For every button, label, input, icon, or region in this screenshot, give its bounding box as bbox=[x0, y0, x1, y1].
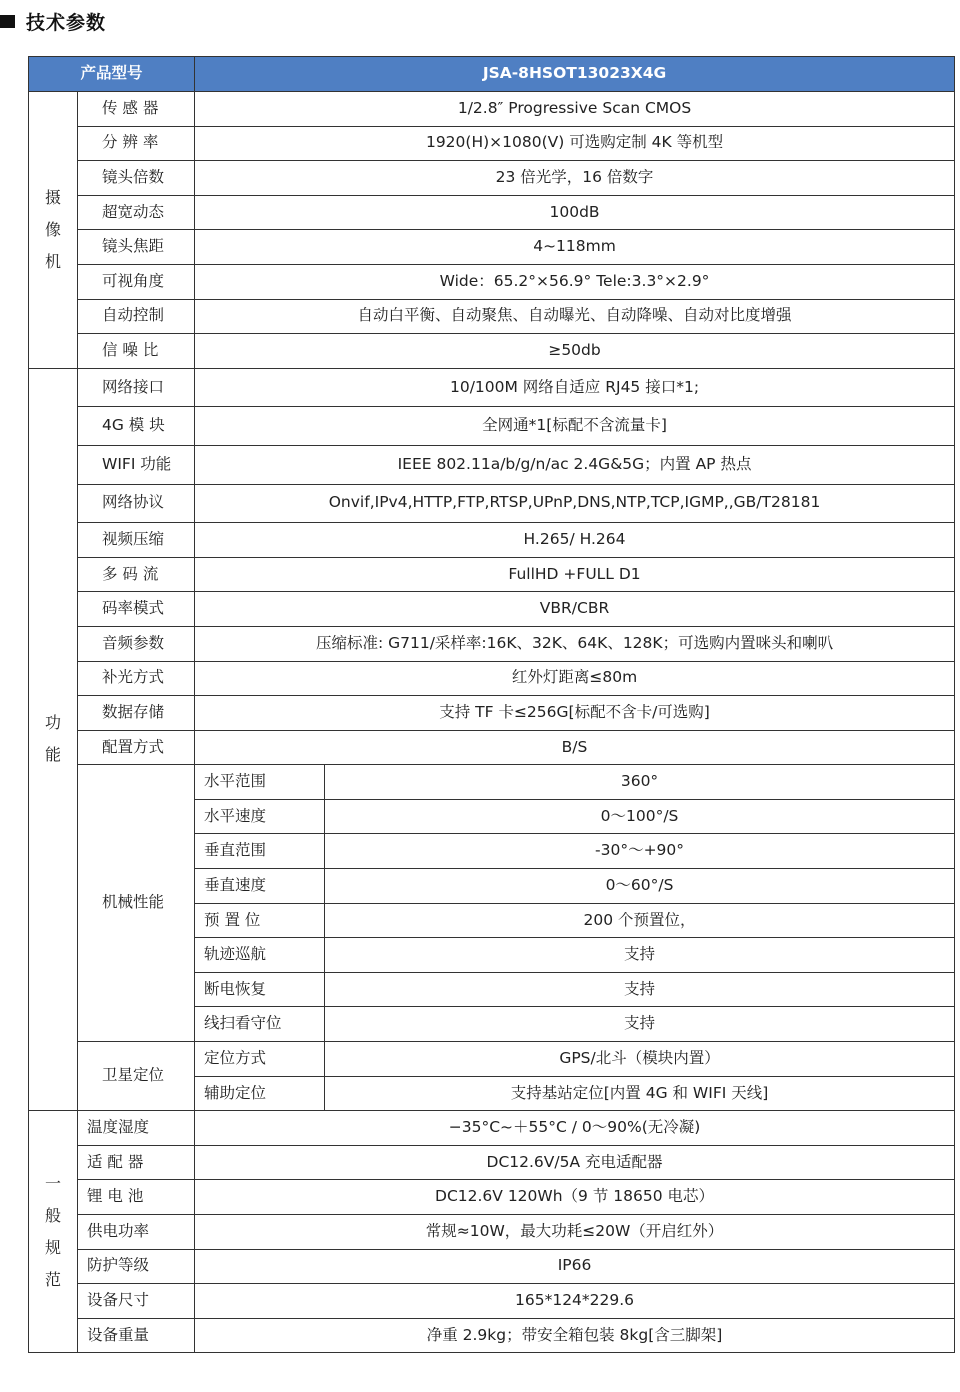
row-value: 支持 bbox=[325, 1007, 955, 1042]
table-row bbox=[29, 1284, 955, 1319]
row-label: 锂 电 池 bbox=[78, 1180, 195, 1215]
row-label: 网络接口 bbox=[78, 368, 195, 407]
table-row bbox=[29, 1111, 955, 1146]
row-value: 压缩标准: G711/采样率:16K、32K、64K、128K；可选购内置咪头和喇叭 bbox=[195, 626, 955, 661]
table-row bbox=[29, 1249, 955, 1284]
row-label: 音频参数 bbox=[78, 626, 195, 661]
subgroup-satellite: 卫星定位 bbox=[78, 1042, 195, 1111]
row-label: 防护等级 bbox=[78, 1249, 195, 1284]
group-function: 功 能 bbox=[29, 368, 78, 1110]
row-label: 视频压缩 bbox=[78, 523, 195, 558]
table-row bbox=[29, 126, 955, 161]
group-general: 一 般 规 范 bbox=[29, 1111, 78, 1353]
row-label: 设备尺寸 bbox=[78, 1284, 195, 1319]
row-value: 200 个预置位， bbox=[325, 903, 955, 938]
row-label: 码率模式 bbox=[78, 592, 195, 627]
row-label: 数据存储 bbox=[78, 696, 195, 731]
table-row bbox=[29, 92, 955, 127]
table-row bbox=[29, 696, 955, 731]
table-row bbox=[29, 523, 955, 558]
row-label: 传 感 器 bbox=[78, 92, 195, 127]
table-row bbox=[29, 765, 955, 800]
row-value: 全网通*1[标配不含流量卡] bbox=[195, 407, 955, 446]
row-label: 配置方式 bbox=[78, 730, 195, 765]
subgroup-mechanical: 机械性能 bbox=[78, 765, 195, 1042]
table-row bbox=[29, 445, 955, 484]
row-label: 垂直范围 bbox=[195, 834, 325, 869]
row-value: IP66 bbox=[195, 1249, 955, 1284]
table-row bbox=[29, 592, 955, 627]
group-camera: 摄 像 机 bbox=[29, 92, 78, 369]
row-value: Wide：65.2°×56.9° Tele:3.3°×2.9° bbox=[195, 264, 955, 299]
row-value: 净重 2.9kg；带安全箱包装 8kg[含三脚架] bbox=[195, 1318, 955, 1353]
row-value: 23 倍光学，16 倍数字 bbox=[195, 161, 955, 196]
row-label: 线扫看守位 bbox=[195, 1007, 325, 1042]
row-value: 1920(H)×1080(V) 可选购定制 4K 等机型 bbox=[195, 126, 955, 161]
row-label: 辅助定位 bbox=[195, 1076, 325, 1111]
row-value: 0～60°/S bbox=[325, 869, 955, 904]
table-row bbox=[29, 1318, 955, 1353]
row-label: 预 置 位 bbox=[195, 903, 325, 938]
table-row bbox=[29, 264, 955, 299]
row-value: 常规≈10W，最大功耗≤20W（开启红外） bbox=[195, 1215, 955, 1250]
table-row bbox=[29, 368, 955, 407]
row-label: 温度湿度 bbox=[78, 1111, 195, 1146]
row-label: 信 噪 比 bbox=[78, 334, 195, 369]
row-label: 定位方式 bbox=[195, 1042, 325, 1077]
table-row bbox=[29, 1215, 955, 1250]
table-row bbox=[29, 1180, 955, 1215]
row-value: 支持 bbox=[325, 972, 955, 1007]
row-label: 断电恢复 bbox=[195, 972, 325, 1007]
spec-table bbox=[28, 56, 955, 1353]
table-row bbox=[29, 661, 955, 696]
row-value: DC12.6V 120Wh（9 节 18650 电芯） bbox=[195, 1180, 955, 1215]
table-row bbox=[29, 407, 955, 446]
table-row bbox=[29, 299, 955, 334]
table-row bbox=[29, 557, 955, 592]
row-label: 网络协议 bbox=[78, 484, 195, 523]
row-value: -30°～+90° bbox=[325, 834, 955, 869]
row-label: 供电功率 bbox=[78, 1215, 195, 1250]
row-value: VBR/CBR bbox=[195, 592, 955, 627]
row-label: 水平速度 bbox=[195, 799, 325, 834]
row-value: GPS/北斗（模块内置） bbox=[325, 1042, 955, 1077]
row-label: 可视角度 bbox=[78, 264, 195, 299]
row-value: 165*124*229.6 bbox=[195, 1284, 955, 1319]
row-label: 水平范围 bbox=[195, 765, 325, 800]
row-value: FullHD +FULL D1 bbox=[195, 557, 955, 592]
row-value: 10/100M 网络自适应 RJ45 接口*1; bbox=[195, 368, 955, 407]
table-row bbox=[29, 161, 955, 196]
row-label: 镜头焦距 bbox=[78, 230, 195, 265]
row-label: 适 配 器 bbox=[78, 1145, 195, 1180]
row-label: 4G 模 块 bbox=[78, 407, 195, 446]
row-label: 多 码 流 bbox=[78, 557, 195, 592]
table-row bbox=[29, 1145, 955, 1180]
row-value: ≥50db bbox=[195, 334, 955, 369]
row-value: 0～100°/S bbox=[325, 799, 955, 834]
row-label: WIFI 功能 bbox=[78, 445, 195, 484]
row-label: 超宽动态 bbox=[78, 195, 195, 230]
row-value: 360° bbox=[325, 765, 955, 800]
model-label: 产品型号 bbox=[29, 57, 195, 92]
square-bullet-icon bbox=[0, 15, 15, 28]
row-value: 自动白平衡、自动聚焦、自动曝光、自动降噪、自动对比度增强 bbox=[195, 299, 955, 334]
section-title: 技术参数 bbox=[26, 11, 107, 34]
table-row bbox=[29, 230, 955, 265]
row-label: 分 辨 率 bbox=[78, 126, 195, 161]
table-row bbox=[29, 730, 955, 765]
table-row bbox=[29, 484, 955, 523]
row-value: 支持 bbox=[325, 938, 955, 973]
row-label: 自动控制 bbox=[78, 299, 195, 334]
table-header-row bbox=[29, 57, 955, 92]
row-value: −35°C~＋55°C / 0～90%(无冷凝) bbox=[195, 1111, 955, 1146]
row-value: B/S bbox=[195, 730, 955, 765]
row-label: 垂直速度 bbox=[195, 869, 325, 904]
row-value: H.265/ H.264 bbox=[195, 523, 955, 558]
row-value: DC12.6V/5A 充电适配器 bbox=[195, 1145, 955, 1180]
table-row bbox=[29, 195, 955, 230]
table-row bbox=[29, 626, 955, 661]
section-heading bbox=[0, 6, 106, 36]
model-value: JSA-8HSOT13023X4G bbox=[195, 57, 955, 92]
table-row bbox=[29, 1042, 955, 1077]
row-label: 镜头倍数 bbox=[78, 161, 195, 196]
row-value: Onvif,IPv4,HTTP,FTP,RTSP,UPnP,DNS,NTP,TCP,IGMP,,GB/T28181 bbox=[195, 484, 955, 523]
row-value: IEEE 802.11a/b/g/n/ac 2.4G&5G；内置 AP 热点 bbox=[195, 445, 955, 484]
row-label: 轨迹巡航 bbox=[195, 938, 325, 973]
row-value: 100dB bbox=[195, 195, 955, 230]
row-value: 1/2.8″ Progressive Scan CMOS bbox=[195, 92, 955, 127]
row-value: 红外灯距离≤80m bbox=[195, 661, 955, 696]
row-value: 支持基站定位[内置 4G 和 WIFI 天线] bbox=[325, 1076, 955, 1111]
row-label: 设备重量 bbox=[78, 1318, 195, 1353]
row-label: 补光方式 bbox=[78, 661, 195, 696]
row-value: 支持 TF 卡≤256G[标配不含卡/可选购] bbox=[195, 696, 955, 731]
row-value: 4~118mm bbox=[195, 230, 955, 265]
table-row bbox=[29, 334, 955, 369]
